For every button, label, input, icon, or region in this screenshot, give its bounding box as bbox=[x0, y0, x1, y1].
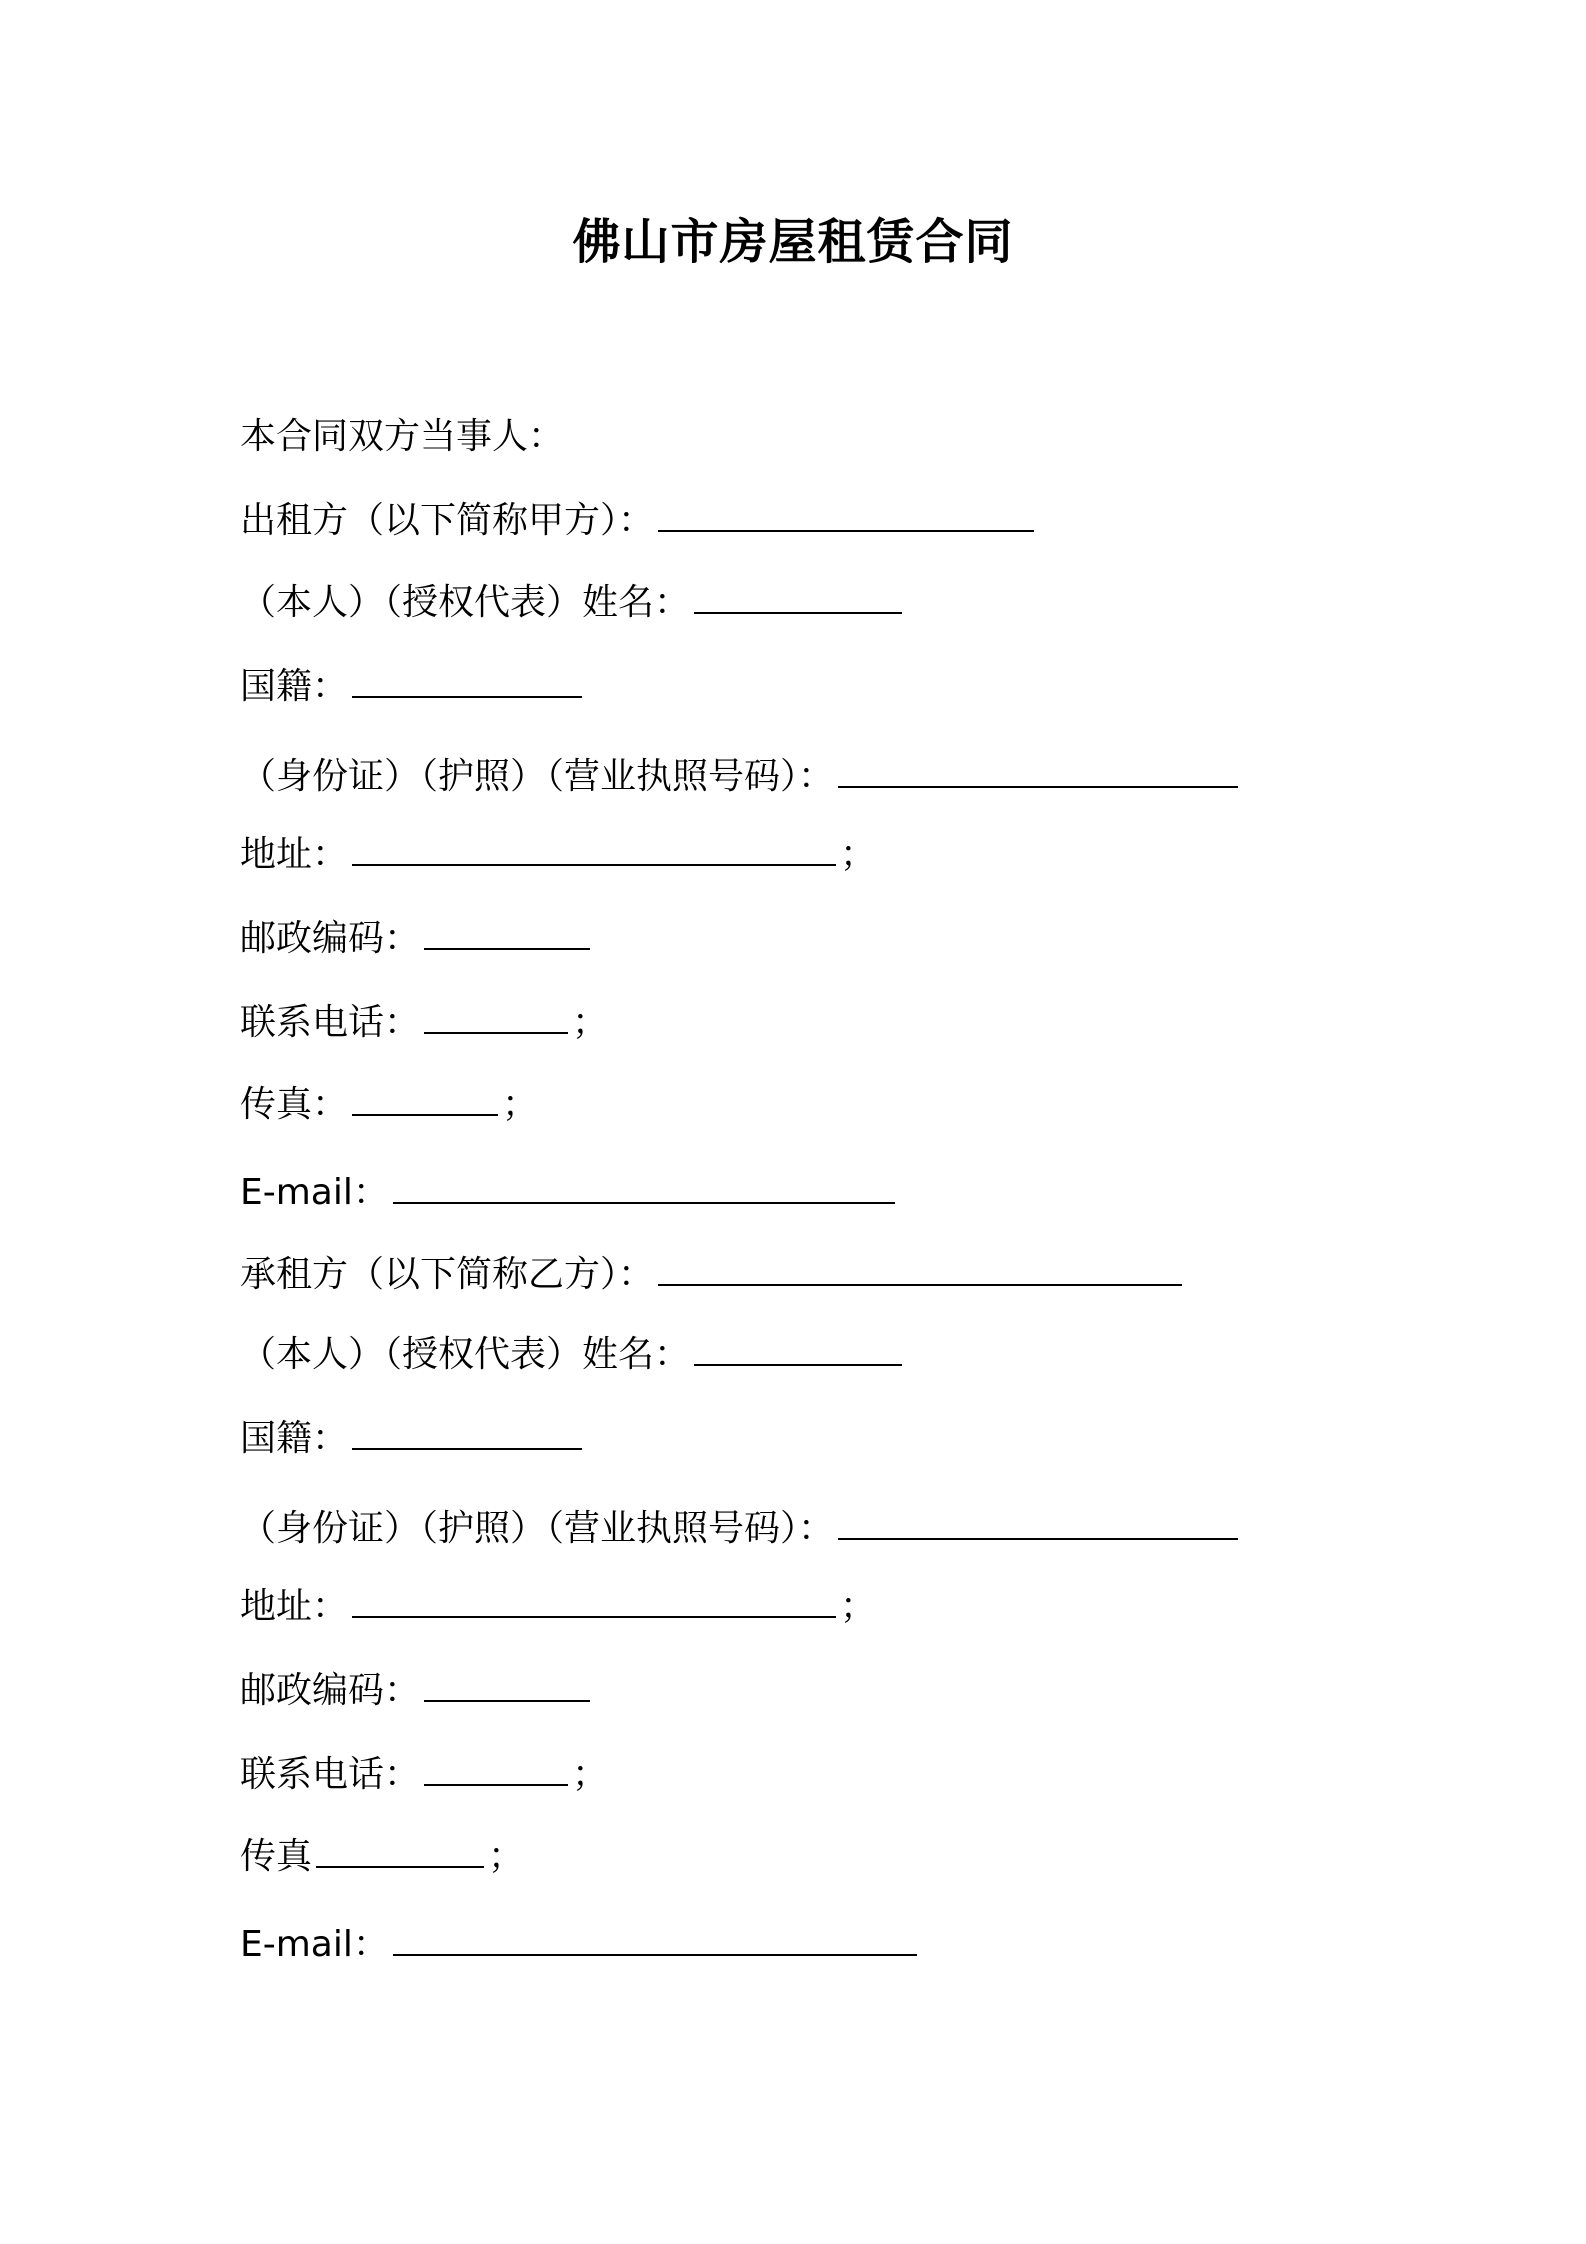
lessor-representative-field[interactable] bbox=[240, 578, 902, 628]
lessor-nationality-blank[interactable] bbox=[352, 664, 582, 698]
lessee-fax-field[interactable] bbox=[240, 1832, 524, 1882]
lessor-postal-code-field[interactable] bbox=[240, 914, 590, 964]
lessee-postal-code-blank[interactable] bbox=[424, 1668, 590, 1702]
lessor-heading-label: 出租方（以下简称甲方）： bbox=[240, 500, 655, 541]
lessor-address-label: 地址： bbox=[240, 834, 349, 875]
lessee-representative-field[interactable] bbox=[240, 1330, 902, 1380]
lessee-phone-blank[interactable] bbox=[424, 1752, 568, 1786]
lessee-email-field[interactable] bbox=[240, 1920, 917, 1970]
lessor-representative-label: （本人）（授权代表）姓名： bbox=[240, 582, 691, 623]
lessee-phone-suffix: ； bbox=[572, 1754, 609, 1795]
lessee-email-label: E-mail： bbox=[240, 1924, 389, 1965]
lessor-nationality-field[interactable] bbox=[240, 662, 582, 712]
lessor-fax-field[interactable] bbox=[240, 1080, 538, 1130]
lessee-address-label: 地址： bbox=[240, 1586, 349, 1627]
lessor-name-blank[interactable] bbox=[658, 498, 1034, 532]
lessor-fax-blank[interactable] bbox=[352, 1082, 498, 1116]
lessor-nationality-label: 国籍： bbox=[240, 666, 349, 707]
lessee-representative-label: （本人）（授权代表）姓名： bbox=[240, 1334, 691, 1375]
lessee-phone-label: 联系电话： bbox=[240, 1754, 421, 1795]
lessee-nationality-label: 国籍： bbox=[240, 1418, 349, 1459]
lessor-phone-field[interactable] bbox=[240, 998, 608, 1048]
lessor-fax-label: 传真： bbox=[240, 1084, 349, 1125]
lessee-id-number-label: （身份证）（护照）（营业执照号码）： bbox=[240, 1508, 835, 1549]
lessee-id-number-blank[interactable] bbox=[838, 1506, 1238, 1540]
lessee-name-blank[interactable] bbox=[658, 1252, 1182, 1286]
lessee-fax-label: 传真 bbox=[240, 1836, 313, 1877]
lessee-nationality-field[interactable] bbox=[240, 1414, 582, 1464]
lessee-heading-label: 承租方（以下简称乙方）： bbox=[240, 1254, 655, 1295]
lessor-id-number-field[interactable] bbox=[240, 752, 1238, 802]
lessor-email-field[interactable] bbox=[240, 1168, 895, 1218]
contract-parties-intro: 本合同双方当事人： bbox=[240, 416, 565, 457]
lessor-postal-code-blank[interactable] bbox=[424, 916, 590, 950]
lessee-fax-suffix: ； bbox=[488, 1836, 525, 1877]
lessee-id-number-field[interactable] bbox=[240, 1504, 1238, 1554]
lessee-address-blank[interactable] bbox=[352, 1584, 836, 1618]
lessor-heading-field[interactable] bbox=[240, 496, 1034, 546]
lessor-representative-blank[interactable] bbox=[694, 580, 902, 614]
lessee-representative-blank[interactable] bbox=[694, 1332, 902, 1366]
lessee-nationality-blank[interactable] bbox=[352, 1416, 582, 1450]
lessor-postal-code-label: 邮政编码： bbox=[240, 918, 421, 959]
lessor-email-label: E-mail： bbox=[240, 1172, 389, 1213]
lessor-address-suffix: ； bbox=[840, 834, 877, 875]
lessee-heading-field[interactable] bbox=[240, 1250, 1182, 1300]
lessor-fax-suffix: ； bbox=[502, 1084, 539, 1125]
lessor-id-number-blank[interactable] bbox=[838, 754, 1238, 788]
lessee-postal-code-field[interactable] bbox=[240, 1666, 590, 1716]
lessor-address-blank[interactable] bbox=[352, 832, 836, 866]
lessor-phone-blank[interactable] bbox=[424, 1000, 568, 1034]
lessor-phone-label: 联系电话： bbox=[240, 1002, 421, 1043]
lessee-address-field[interactable] bbox=[240, 1582, 876, 1632]
lessee-address-suffix: ； bbox=[840, 1586, 877, 1627]
lessor-address-field[interactable] bbox=[240, 830, 876, 880]
lessee-phone-field[interactable] bbox=[240, 1750, 608, 1800]
lessee-fax-blank[interactable] bbox=[316, 1834, 484, 1868]
lessor-email-blank[interactable] bbox=[393, 1170, 895, 1204]
page-title: 佛山市房屋租赁合同 bbox=[572, 214, 1014, 270]
lessee-email-blank[interactable] bbox=[393, 1922, 917, 1956]
lessor-id-number-label: （身份证）（护照）（营业执照号码）： bbox=[240, 756, 835, 797]
lessee-postal-code-label: 邮政编码： bbox=[240, 1670, 421, 1711]
lessor-phone-suffix: ； bbox=[572, 1002, 609, 1043]
